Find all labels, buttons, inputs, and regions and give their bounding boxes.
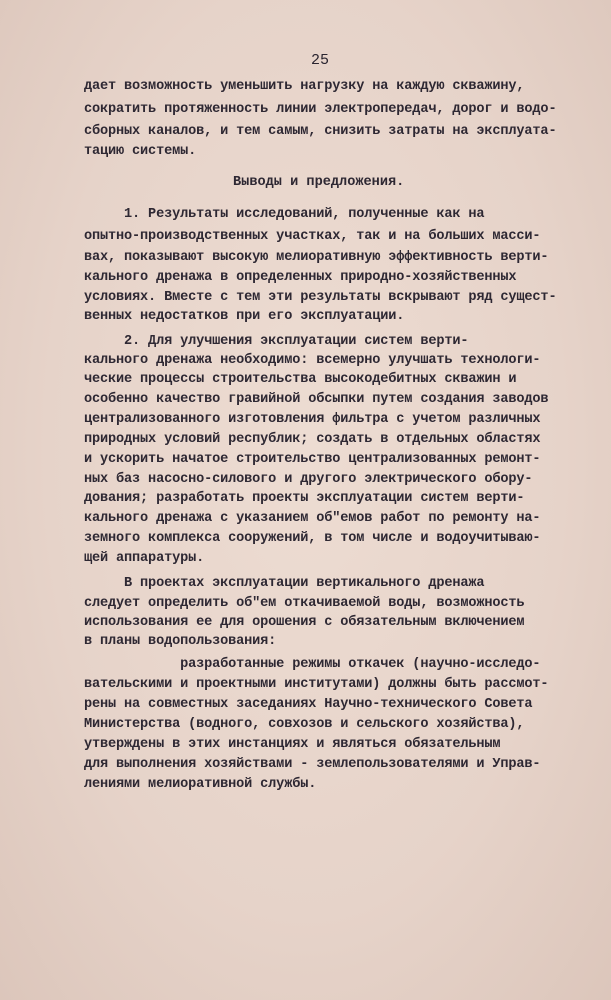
point2-line: ческие процессы строительства высокодебитных скважин и xyxy=(84,372,517,387)
paragraph3-line: использования ее для орошения с обязательным включением xyxy=(84,615,525,630)
point1-line: кального дренажа в определенных природно-хозяйственных xyxy=(84,270,517,285)
point1-line: вах, показывают высокую мелиоративную эффективность верти- xyxy=(84,250,549,265)
intro-line: сборных каналов, и тем самым, снизить затраты на эксплуата- xyxy=(84,124,557,139)
point1-line: условиях. Вместе с тем эти результаты вскрывают ряд сущест- xyxy=(84,290,557,305)
point2-line: 2. Для улучшения эксплуатации систем верти- xyxy=(84,334,469,349)
point1-line: венных недостатков при его эксплуатации. xyxy=(84,309,405,324)
point2-line: земного комплекса сооружений, в том числе и водоучитываю- xyxy=(84,531,541,546)
paragraph3-line: В проектах эксплуатации вертикального дренажа xyxy=(84,576,485,591)
paragraph3-line: следует определить об"ем откачиваемой воды, возможность xyxy=(84,596,525,611)
point1-line: 1. Результаты исследований, полученные как на xyxy=(84,207,485,222)
point2-line: централизованного изготовления фильтра с учетом различных xyxy=(84,412,541,427)
paragraph4-line: для выполнения хозяйствами - землепользователями и Управ- xyxy=(84,757,541,772)
intro-line: тацию системы. xyxy=(84,144,197,159)
point2-line: природных условий республик; создать в отдельных областях xyxy=(84,432,541,447)
paragraph4-line: вательскими и проектными институтами) должны быть рассмот- xyxy=(84,677,549,692)
paragraph4-line: Министерства (водного, совхозов и сельского хозяйства), xyxy=(84,717,525,732)
point2-line: дования; разработать проекты эксплуатации систем верти- xyxy=(84,491,525,506)
point2-line: кального дренажа необходимо: всемерно улучшать технологи- xyxy=(84,353,541,368)
point2-line: ных баз насосно-силового и другого электрического оборy- xyxy=(84,472,533,487)
intro-line: дает возможность уменьшить нагрузку на каждую скважину, xyxy=(84,79,525,94)
point1-line: опытно-производственных участках, так и на больших масси- xyxy=(84,229,541,244)
page-number: 25 xyxy=(310,52,329,69)
paragraph4-line: утверждены в этих инстанциях и являться обязательным xyxy=(84,737,501,752)
paragraph4-line: разработанные режимы откачек (научно-исследо- xyxy=(84,657,541,672)
point2-line: и ускорить начатое строительство централизованных ремонт- xyxy=(84,452,541,467)
point2-line: особенно качество гравийной обсыпки путем создания заводов xyxy=(84,392,549,407)
section-heading: Выводы и предложения. xyxy=(233,175,405,190)
point2-line: кального дренажа с указанием об"емов работ по ремонту на- xyxy=(84,511,541,526)
paragraph4-line: лениями мелиоративной службы. xyxy=(84,777,317,792)
point2-line: щей аппаратуры. xyxy=(84,551,205,566)
paragraph4-line: рены на совместных заседаниях Научно-технического Совета xyxy=(84,697,533,712)
paragraph3-line: в планы водопользования: xyxy=(84,634,277,649)
intro-line: сократить протяженность линии электропередач, дорог и водо- xyxy=(84,102,557,117)
